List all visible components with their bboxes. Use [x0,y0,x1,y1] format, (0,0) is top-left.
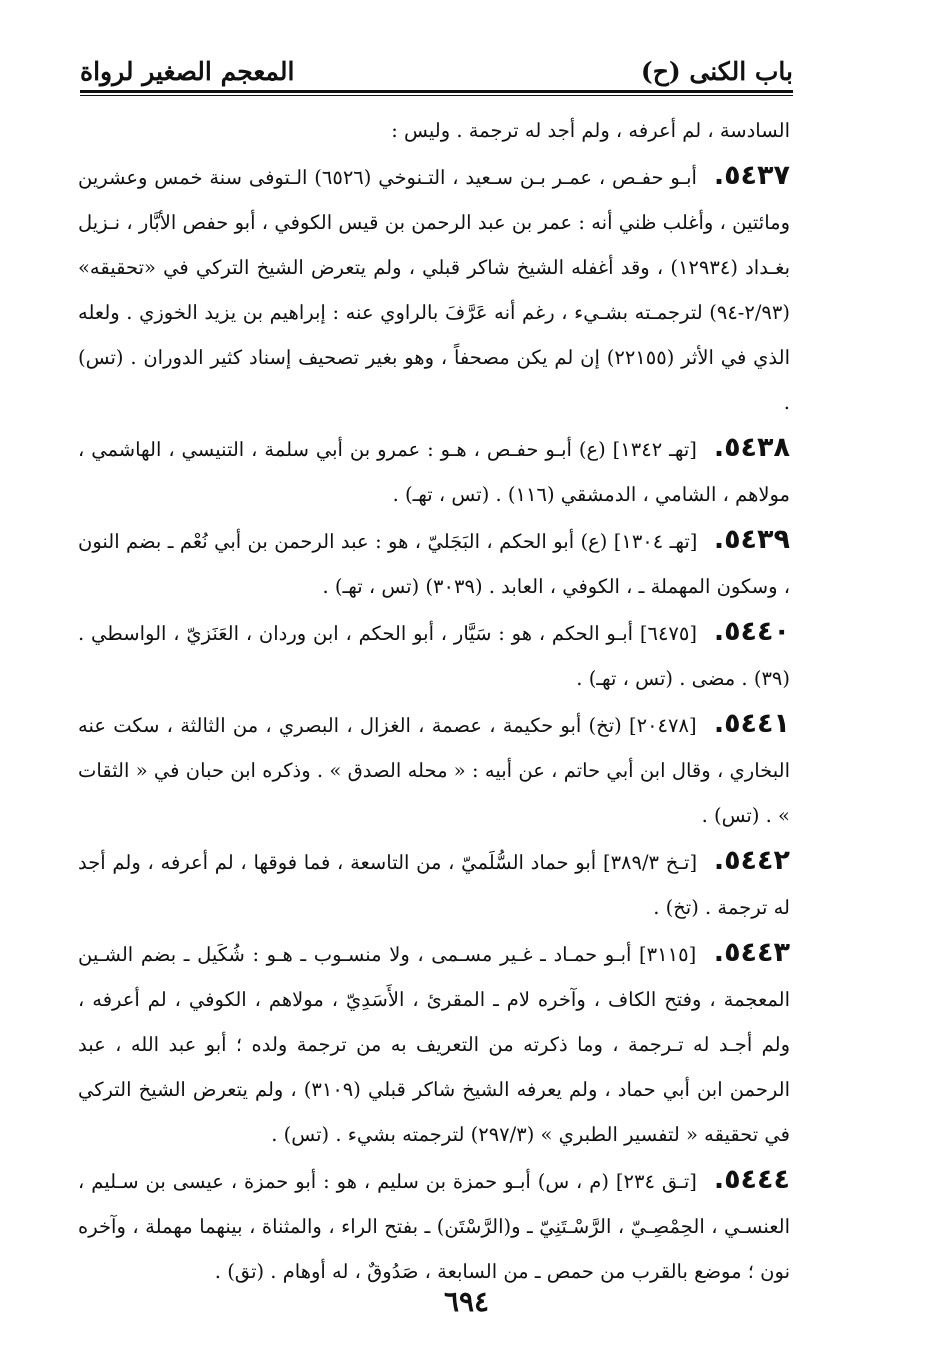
page-number: ٦٩٤ [443,1285,490,1318]
entry-text: [تهـ ١٣٠٤] (ع) أبو الحكم ، البَجَليّ ، هو : عبد الرحمن بن أبي نُعْم ـ بضم النون ، وسكون المهملة ـ ، الكوفي ، العابد . (٣٠٣٩) (تس ، تهـ) . [78,530,790,598]
book-title: المعجم الصغير لرواة [80,57,295,86]
entry-number: ٥٤٤٣. [713,937,790,968]
entry-paragraph [78,930,790,1157]
entry-text: [٣١١٥] أبـو حمـاد ـ غـير مسـمى ، ولا منسـوب ـ هـو : شُكَيل ـ بضم الشـين المعجمة ، وفتح الكاف ، وآخره لام ـ المقرئ ، الأَسَدِيّ ، مولاهم ، الكوفي ، لم أعرفه ، ولم أجـد له تـرجمة ، وما ذكرته من التعريف به من ترجمة ولده ؛ أبو عبد الله ، عبد الرحمن ابن أبي حماد ، ولم يعرفه الشيخ شاكر قبلي (٣١٠٩) ، ولم يتعرض الشيخ التركي في تحقيقه « لتفسير الطبري » (٢٩٧/٣) لترجمته بشيء . (تس) . [78,943,790,1146]
entry-number: ٥٤٣٩. [713,524,790,555]
entry-text: أبـو حفـص ، عمـر بـن سـعيد ، التـنوخي (٦٥٢٦) الـتوفى سنة خمس وعشرين ومائتين ، وأغلب ظني أنه : عمر بن عبد الرحمن بن قيس الكوفي ، أبو حفص الأبَّار ، نـزيل بغـداد (١٢٩٣٤) ، وقد أغفله الشيخ شاكر قبلي ، ولم يتعرض الشيخ التركي في «تحقيقه» (٢/٩٣-٩٤) لترجمـته بشـيء ، رغم أنه عَرَّفَ بالراوي عنه : إبراهيم بن يزيد الخوزي . ولعله الذي في الأثر (٢٢١٥٥) إن لم يكن مصحفاً ، وهو بغير تصحيف إسناد كثير الدوران . (تس) . [78,166,790,414]
entry-number: ٥٤٤٠. [713,616,790,647]
entry-text: [تـخ ٣٨٩/٣] أبو حماد السُّلَميّ ، من التاسعة ، فما فوقها ، لم أعرفه ، ولم أجد له ترجمة . (تخ) . [78,851,790,919]
entry-paragraph [78,838,790,930]
entry-text: [٦٤٧٥] أبـو الحكم ، هو : سَيَّار ، أبو الحكم ، ابن وردان ، العَنَزيّ ، الواسطي . (٣٩) . مضى . (تس ، تهـ) . [78,622,790,690]
header-rule-thin [80,95,793,96]
entry-paragraph [78,701,790,838]
entry-number: ٥٤٣٧. [713,160,790,191]
entry-paragraph [78,425,790,517]
entry-number: ٥٤٤٢. [713,845,790,876]
lead-in-paragraph: السادسة ، لم أعرفه ، ولم أجد له ترجمة . وليس : [391,119,790,142]
entry-text: [تهـ ١٣٤٢] (ع) أبـو حفـص ، هـو : عمرو بن أبي سلمة ، التنيسي ، الهاشمي ، مولاهم ، الشامي ، الدمشقي (١١٦) . (تس ، تهـ) . [78,438,790,506]
entry-number: ٥٤٣٨. [713,432,790,463]
entry-number: ٥٤٤١. [713,708,790,739]
entry-paragraph [78,609,790,701]
entry-paragraph [78,517,790,609]
chapter-title: باب الكنى (ح) [640,57,793,86]
body-text [78,108,790,1294]
entry-number: ٥٤٤٤. [713,1164,790,1195]
running-header [80,42,793,86]
entry-paragraph [78,153,790,425]
entry-text: [٢٠٤٧٨] (تخ) أبو حكيمة ، عصمة ، الغزال ، البصري ، من الثالثة ، سكت عنه البخاري ، وقال ابن أبي حاتم ، عن أبيه : « محله الصدق » . وذكره ابن حبان في « الثقات » . (تس) . [78,714,790,827]
header-rule-thick [80,90,793,93]
entry-text: [تـق ٢٣٤] (م ، س) أبـو حمزة بن سليم ، هو : أبو حمزة ، عيسى بن سـليم ، العنسـي ، الحِمْصِـيّ ، الرَّسْـتَنِيّ ـ و(الرَّسْتَن) ـ بفتح الراء ، والمثناة ، بينهما مهملة ، وآخره نون ؛ موضع بالقرب من حمص ـ من السابعة ، صَدُوقٌ ، له أوهام . (تق) . [78,1170,790,1283]
entry-paragraph [78,1157,790,1294]
